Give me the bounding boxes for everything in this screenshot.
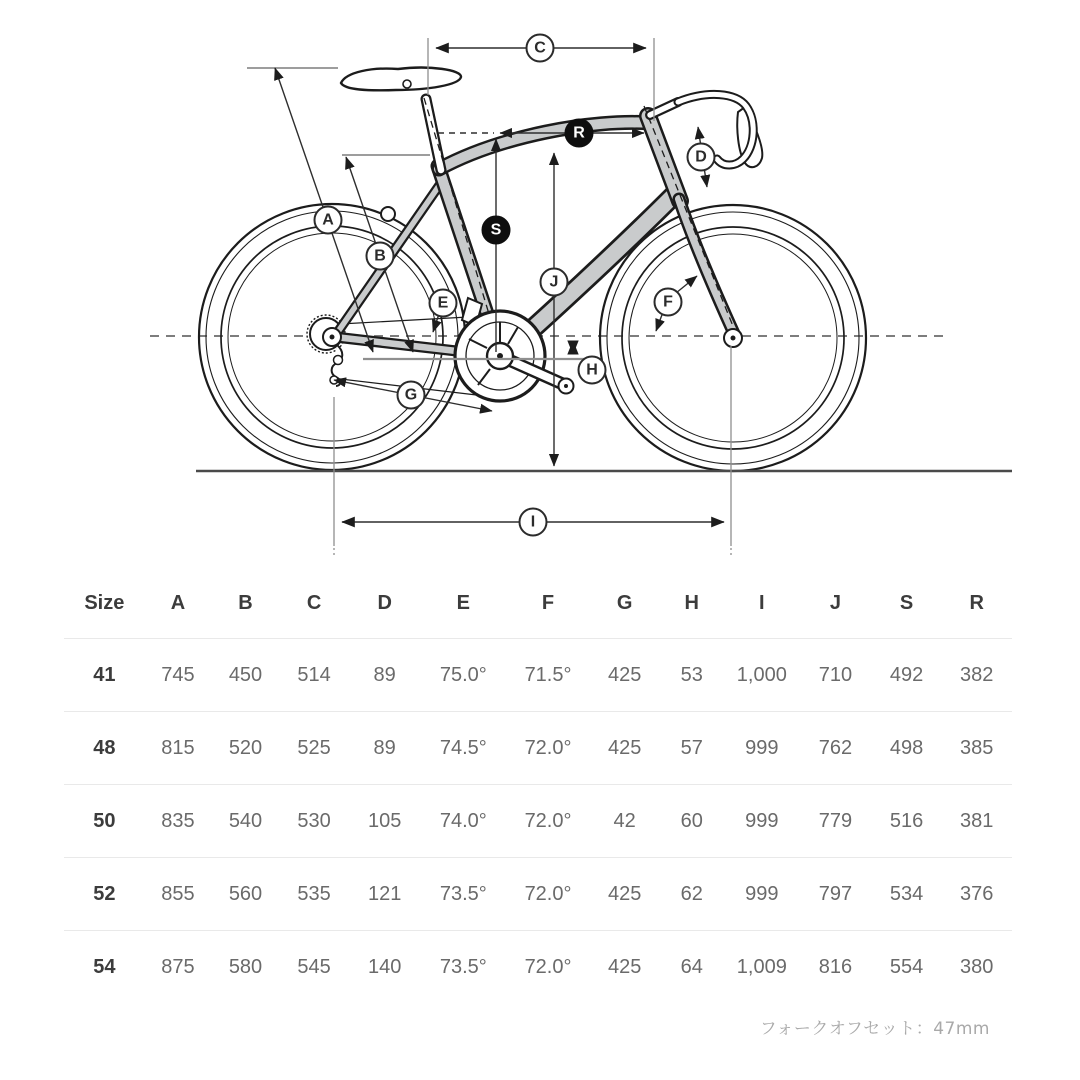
column-header-R: R — [941, 568, 1012, 639]
table-cell: 121 — [348, 858, 421, 931]
column-header-F: F — [506, 568, 591, 639]
table-cell: 71.5° — [506, 639, 591, 712]
column-header-I: I — [725, 568, 800, 639]
table-cell: 381 — [941, 785, 1012, 858]
measurement-label-C — [527, 35, 554, 62]
table-cell: 514 — [280, 639, 349, 712]
measurement-label-I — [520, 509, 547, 536]
saddle — [341, 68, 461, 91]
table-cell: 710 — [799, 639, 872, 712]
table-cell: 815 — [145, 712, 212, 785]
table-cell: 89 — [348, 639, 421, 712]
table-cell: 534 — [872, 858, 942, 931]
table-cell: 140 — [367, 955, 402, 978]
size-cell: 50 — [64, 785, 145, 858]
table-cell: 62 — [659, 858, 725, 931]
measurement-label-H — [579, 357, 606, 384]
column-header-C: C — [280, 568, 349, 639]
table-cell: 72.0° — [506, 712, 591, 785]
table-cell: 385 — [941, 712, 1012, 785]
table-cell: 382 — [941, 639, 1012, 712]
table-cell: 855 — [145, 858, 212, 931]
table-cell: 72.0° — [524, 955, 572, 978]
table-cell: 762 — [799, 712, 872, 785]
table-cell: 75.0° — [421, 639, 506, 712]
size-cell: 48 — [64, 712, 145, 785]
table-cell: 72.0° — [506, 785, 591, 858]
measurement-label-B — [367, 243, 394, 270]
measurement-label-F — [655, 289, 682, 316]
frame — [335, 116, 736, 356]
table-cell: 74.5° — [421, 712, 506, 785]
measurement-label-J — [541, 269, 568, 296]
size-cell: 41 — [64, 639, 145, 712]
crankset — [455, 311, 574, 401]
table-cell: 425 — [590, 639, 659, 712]
fork-offset-note: フォークオフセット：47mm — [759, 1019, 990, 1039]
table-cell: 376 — [941, 858, 1012, 931]
table-cell: 72.0° — [506, 858, 591, 931]
table-cell: 540 — [211, 785, 280, 858]
column-header-A: A — [145, 568, 212, 639]
table-cell: 779 — [799, 785, 872, 858]
table-row-size-50 — [64, 785, 1012, 858]
geometry-size-table — [64, 568, 1012, 1003]
measurement-label-S — [483, 217, 510, 244]
svg-text:G: G — [404, 386, 418, 404]
table-cell: 516 — [872, 785, 942, 858]
svg-text:E: E — [437, 294, 449, 312]
table-cell: 875 — [161, 955, 195, 978]
table-cell: 545 — [297, 955, 331, 978]
table-cell: 73.5° — [421, 858, 506, 931]
table-cell: 797 — [799, 858, 872, 931]
measurement-label-D — [688, 144, 715, 171]
table-cell: 89 — [348, 712, 421, 785]
table-cell: 835 — [145, 785, 212, 858]
table-header-row — [64, 568, 1012, 639]
svg-text:A: A — [322, 211, 334, 229]
measurement-label-R — [566, 120, 593, 147]
svg-text:I: I — [530, 513, 536, 531]
table-cell: 60 — [659, 785, 725, 858]
table-cell: 380 — [959, 955, 994, 978]
geometry-table — [64, 568, 1012, 1003]
table-cell: 560 — [211, 858, 280, 931]
table-cell: 42 — [590, 785, 659, 858]
table-cell: 554 — [889, 955, 924, 978]
measurement-label-E — [430, 290, 457, 317]
table-row-size-52 — [64, 858, 1012, 931]
table-cell: 520 — [211, 712, 280, 785]
svg-text:H: H — [586, 361, 598, 379]
rear-brake — [381, 207, 395, 221]
table-cell: 525 — [280, 712, 349, 785]
table-cell: 105 — [348, 785, 421, 858]
table-row-size-54 — [64, 931, 1012, 1004]
table-cell: 999 — [725, 858, 800, 931]
table-cell: 535 — [280, 858, 349, 931]
svg-text:S: S — [490, 221, 502, 239]
column-header-E: E — [421, 568, 506, 639]
table-cell: 425 — [607, 955, 642, 978]
size-cell: 52 — [64, 858, 145, 931]
measurement-label-G — [398, 382, 425, 409]
column-header-S: S — [872, 568, 942, 639]
svg-text:J: J — [549, 273, 559, 291]
column-header-B: B — [211, 568, 280, 639]
table-cell: 57 — [659, 712, 725, 785]
table-cell: 64 — [680, 955, 703, 978]
column-header-D: D — [348, 568, 421, 639]
table-cell: 425 — [590, 858, 659, 931]
table-cell: 999 — [725, 712, 800, 785]
table-cell: 450 — [211, 639, 280, 712]
column-header-G: G — [590, 568, 659, 639]
table-cell: 74.0° — [421, 785, 506, 858]
table-cell: 492 — [872, 639, 942, 712]
size-cell: 54 — [93, 955, 116, 978]
table-cell: 498 — [872, 712, 942, 785]
table-cell: 1,000 — [725, 639, 800, 712]
svg-text:R: R — [573, 124, 585, 142]
svg-text:C: C — [534, 39, 546, 57]
table-cell: 999 — [725, 785, 800, 858]
table-row-size-41 — [64, 639, 1012, 712]
svg-text:F: F — [663, 293, 673, 311]
table-row-size-48 — [64, 712, 1012, 785]
column-header-Size: Size — [64, 568, 145, 639]
table-cell: 745 — [145, 639, 212, 712]
column-header-H: H — [659, 568, 725, 639]
measurement-label-A — [315, 207, 342, 234]
svg-text:D: D — [695, 148, 707, 166]
table-cell: 73.5° — [439, 955, 487, 978]
svg-text:B: B — [374, 247, 386, 265]
table-cell: 530 — [280, 785, 349, 858]
table-cell: 425 — [590, 712, 659, 785]
table-cell: 816 — [818, 955, 853, 978]
table-cell: 580 — [228, 955, 263, 978]
table-cell: 53 — [659, 639, 725, 712]
column-header-J: J — [799, 568, 872, 639]
table-cell: 1,009 — [736, 955, 787, 978]
